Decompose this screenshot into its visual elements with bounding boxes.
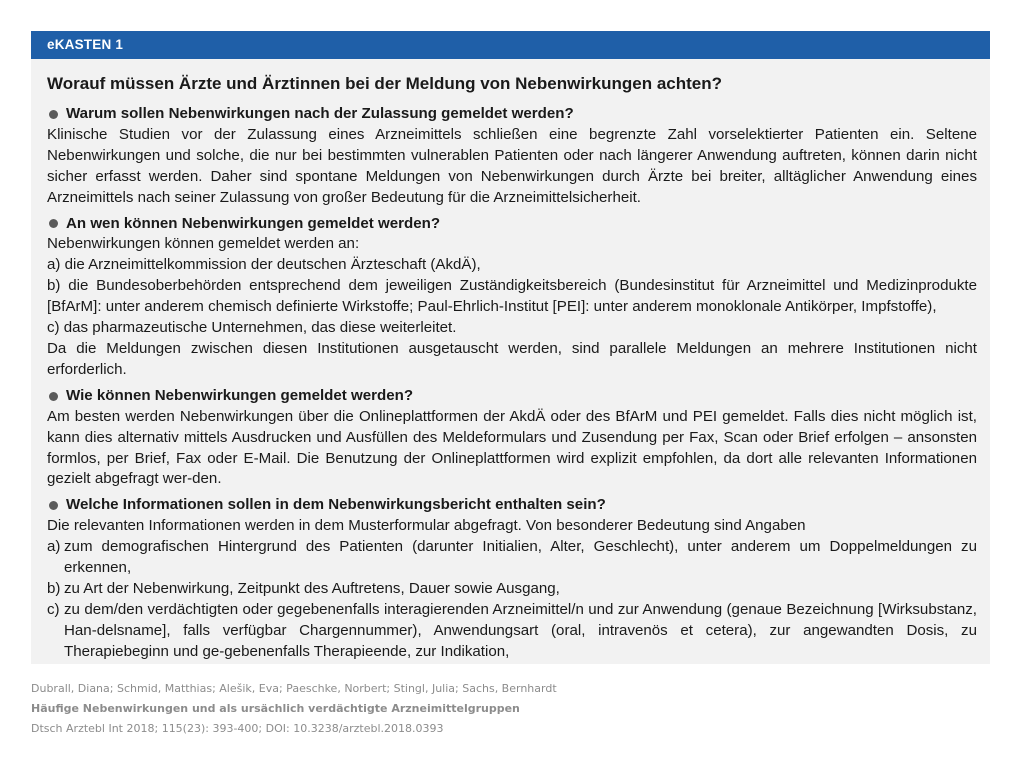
section-heading [47, 386, 977, 407]
section-heading [47, 495, 977, 516]
list-text: zu dem/den verdächtigten oder gegebenenfalls interagierenden Arzneimittel/n und zur Anwendung (genaue Bezeichnung [Wirksubstanz, Han-delsname], falls verfügbar Chargennummer), Anwendungsart (oral, intravenös et cetera), zur angewandten Dosis, zu Therapiebeginn und ge-gebenenfalls Therapieende, zur Indikation, [64, 600, 977, 660]
box-body [31, 59, 977, 663]
box-title: Worauf müssen Ärzte und Ärztinnen bei der Meldung von Nebenwirkungen achten? [47, 74, 723, 93]
section-text: Am besten werden Nebenwirkungen über die Onlineplattformen der AkdÄ oder des BfArM und PEI gemeldet. Falls dies nicht möglich ist, kann dies alternativ mittels Ausdrucken und Ausfüllen des Meldeformulars und Zusendung per Fax, Scan oder Brief erfolgen – ansonsten formlos, per Brief, Fax oder E-Mail. Die Benutzung der Onlineplattformen wird explizit empfohlen, da dort alle relevanten Informationen gezielt abgefragt wer-den. [47, 407, 977, 488]
list-text: zum demografischen Hintergrund des Patienten (darunter Initialien, Alter, Geschlecht), unter anderem um Doppelmeldungen zu erkennen, [64, 538, 977, 577]
list-marker: b) [47, 579, 61, 597]
section-intro: Nebenwirkungen können gemeldet werden an: [47, 235, 360, 253]
citation-authors: Dubrall, Diana; Schmid, Matthias; Alešik, Eva; Paeschke, Norbert; Stingl, Julia; Sachs, Bernhardt [31, 682, 557, 695]
citation-title: Häufige Nebenwirkungen und als ursächlich verdächtigte Arzneimittelgruppen [31, 702, 520, 715]
list-marker: c) [47, 600, 60, 618]
section-where-report [47, 214, 977, 381]
list-item [47, 600, 977, 663]
list-item [47, 537, 977, 579]
list-item: a) die Arzneimittelkommission der deutschen Ärzteschaft (AkdÄ), [47, 256, 481, 274]
section-outro: Da die Meldungen zwischen diesen Institutionen ausgetauscht werden, sind parallele Meldungen an mehrere Institutionen nicht erforderlich. [47, 339, 977, 378]
bullet-icon [49, 219, 58, 228]
bullet-icon [49, 501, 58, 510]
list-marker: a) [47, 538, 61, 556]
bullet-icon [49, 110, 58, 119]
list-item: c) das pharmazeutische Unternehmen, das diese weiterleitet. [47, 319, 457, 337]
section-heading-text: Warum sollen Nebenwirkungen nach der Zulassung gemeldet werden? [66, 105, 574, 122]
section-heading [47, 104, 977, 125]
info-box [31, 31, 990, 664]
list-item [47, 579, 977, 600]
citation [31, 679, 557, 739]
section-heading-text: An wen können Nebenwirkungen gemeldet werden? [66, 214, 441, 232]
section-report-contents [47, 495, 977, 662]
section-text: Klinische Studien vor der Zulassung eines Arzneimittels schließen eine begrenzte Zahl vorselektierter Patienten ein. Seltene Nebenwirkungen und solche, die nur bei bestimmten vulnerablen Patienten oder nach längerer Anwendung auftreten, können darin nicht sicher erfasst werden. Daher sind spontane Meldungen von Nebenwirkungen durch Ärzte bei breiter, alltäglicher Anwendung eines Arzneimittels nach seiner Zulassung von großer Bedeutung für die Arzneimittelsicherheit. [47, 125, 977, 206]
section-heading-text: Wie können Nebenwirkungen gemeldet werden? [66, 386, 414, 404]
list-item: b) die Bundesoberbehörden entsprechend dem jeweiligen Zuständigkeitsbereich (Bundesinstitut für Arzneimittel und Medizinprodukte [BfArM]: unter anderem chemisch definierte Wirkstoffe; Paul-Ehrlich-Institut [PEI]: unter anderem monoklonale Antikörper, Impfstoffe), [47, 277, 977, 316]
box-header: eKASTEN 1 [31, 31, 990, 59]
section-why-report [47, 104, 977, 209]
bullet-icon [49, 392, 58, 401]
section-heading-text: Welche Informationen sollen in dem Nebenwirkungsbericht enthalten sein? [66, 496, 606, 514]
section-heading [47, 214, 977, 235]
section-intro: Die relevanten Informationen werden in dem Musterformular abgefragt. Von besonderer Bedeutung sind Angaben [47, 517, 806, 535]
list-text: zu Art der Nebenwirkung, Zeitpunkt des Auftretens, Dauer sowie Ausgang, [64, 579, 560, 597]
citation-source: Dtsch Arztebl Int 2018; 115(23): 393-400; DOI: 10.3238/arztebl.2018.0393 [31, 722, 444, 735]
section-how-report [47, 386, 977, 491]
